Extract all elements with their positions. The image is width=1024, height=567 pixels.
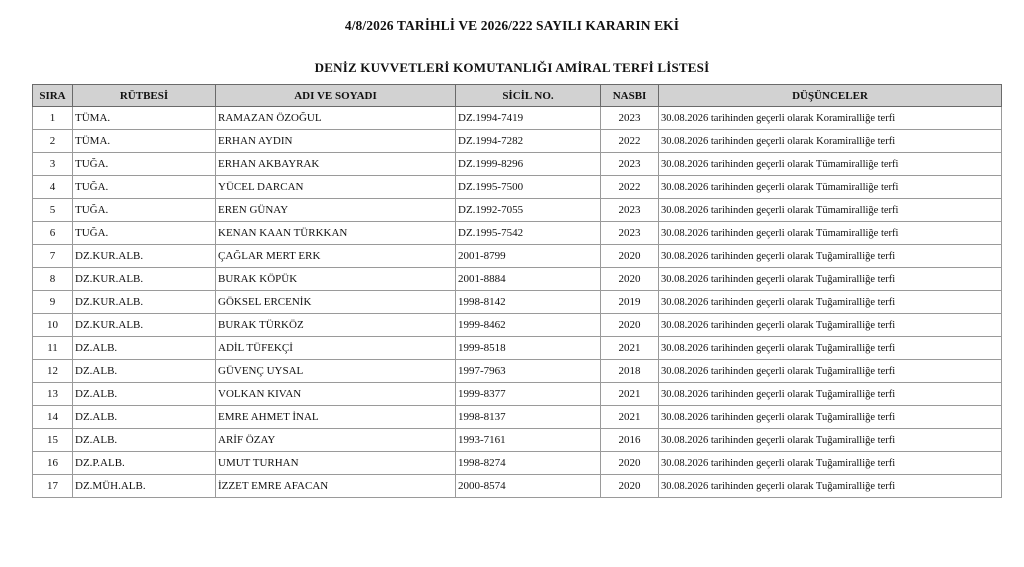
cell-dusunce: 30.08.2026 tarihinden geçerli olarak Tuğamiralliğe terfi [659, 406, 1002, 429]
decree-title: 4/8/2026 TARİHLİ VE 2026/222 SAYILI KARARIN EKİ [344, 18, 680, 33]
cell-rutbe: DZ.MÜH.ALB. [73, 475, 216, 498]
cell-rutbe: DZ.KUR.ALB. [73, 245, 216, 268]
cell-sira: 5 [33, 199, 73, 222]
cell-sira: 14 [33, 406, 73, 429]
cell-nasb: 2020 [601, 314, 659, 337]
cell-rutbe: DZ.KUR.ALB. [73, 291, 216, 314]
table-row [33, 222, 1002, 245]
cell-dusunce: 30.08.2026 tarihinden geçerli olarak Tümamiralliğe terfi [659, 222, 1002, 245]
cell-sicil-no: 1999-8462 [456, 314, 601, 337]
cell-rutbe: DZ.ALB. [73, 360, 216, 383]
table-row [33, 291, 1002, 314]
cell-rutbe: TÜMA. [73, 107, 216, 130]
promotion-table [32, 84, 1002, 498]
table-row [33, 107, 1002, 130]
cell-rutbe: DZ.KUR.ALB. [73, 268, 216, 291]
cell-nasb: 2022 [601, 176, 659, 199]
cell-rutbe: DZ.ALB. [73, 406, 216, 429]
cell-sicil-no: 1999-8518 [456, 337, 601, 360]
cell-ad-soyad: BURAK KÖPÜK [216, 268, 456, 291]
cell-dusunce: 30.08.2026 tarihinden geçerli olarak Tuğamiralliğe terfi [659, 245, 1002, 268]
cell-sira: 16 [33, 452, 73, 475]
cell-sira: 11 [33, 337, 73, 360]
cell-ad-soyad: GÜVENÇ UYSAL [216, 360, 456, 383]
cell-rutbe: DZ.P.ALB. [73, 452, 216, 475]
cell-sira: 1 [33, 107, 73, 130]
cell-dusunce: 30.08.2026 tarihinden geçerli olarak Koramiralliğe terfi [659, 130, 1002, 153]
cell-sira: 7 [33, 245, 73, 268]
cell-sira: 10 [33, 314, 73, 337]
cell-dusunce: 30.08.2026 tarihinden geçerli olarak Koramiralliğe terfi [659, 107, 1002, 130]
cell-nasb: 2023 [601, 199, 659, 222]
cell-sira: 9 [33, 291, 73, 314]
cell-sira: 17 [33, 475, 73, 498]
list-title: DENİZ KUVVETLERİ KOMUTANLIĞI AMİRAL TERFİ LİSTESİ [314, 60, 710, 75]
cell-ad-soyad: YÜCEL DARCAN [216, 176, 456, 199]
table-row [33, 153, 1002, 176]
column-header-rutbe: RÜTBESİ [73, 85, 216, 107]
cell-dusunce: 30.08.2026 tarihinden geçerli olarak Tuğamiralliğe terfi [659, 475, 1002, 498]
table-row [33, 199, 1002, 222]
cell-nasb: 2022 [601, 130, 659, 153]
cell-ad-soyad: VOLKAN KIVAN [216, 383, 456, 406]
column-header-sira: SIRA [33, 85, 73, 107]
cell-sicil-no: DZ.1995-7500 [456, 176, 601, 199]
cell-rutbe: TUĞA. [73, 222, 216, 245]
cell-sira: 13 [33, 383, 73, 406]
cell-sicil-no: 1998-8274 [456, 452, 601, 475]
table-row [33, 245, 1002, 268]
table-row [33, 337, 1002, 360]
table-body [33, 107, 1002, 498]
cell-rutbe: DZ.ALB. [73, 429, 216, 452]
table-row [33, 314, 1002, 337]
cell-ad-soyad: ÇAĞLAR MERT ERK [216, 245, 456, 268]
cell-nasb: 2016 [601, 429, 659, 452]
table-row [33, 452, 1002, 475]
cell-rutbe: DZ.ALB. [73, 383, 216, 406]
cell-rutbe: DZ.ALB. [73, 337, 216, 360]
cell-ad-soyad: ADİL TÜFEKÇİ [216, 337, 456, 360]
cell-sicil-no: DZ.1995-7542 [456, 222, 601, 245]
cell-nasb: 2019 [601, 291, 659, 314]
cell-ad-soyad: KENAN KAAN TÜRKKAN [216, 222, 456, 245]
table-header [33, 85, 1002, 107]
cell-rutbe: TUĞA. [73, 199, 216, 222]
cell-ad-soyad: ARİF ÖZAY [216, 429, 456, 452]
table-row [33, 176, 1002, 199]
cell-dusunce: 30.08.2026 tarihinden geçerli olarak Tuğamiralliğe terfi [659, 429, 1002, 452]
table-row [33, 268, 1002, 291]
cell-nasb: 2020 [601, 268, 659, 291]
cell-sicil-no: 1993-7161 [456, 429, 601, 452]
cell-ad-soyad: EMRE AHMET İNAL [216, 406, 456, 429]
cell-sicil-no: DZ.1994-7282 [456, 130, 601, 153]
cell-dusunce: 30.08.2026 tarihinden geçerli olarak Tuğamiralliğe terfi [659, 268, 1002, 291]
cell-dusunce: 30.08.2026 tarihinden geçerli olarak Tuğamiralliğe terfi [659, 291, 1002, 314]
cell-sicil-no: 1997-7963 [456, 360, 601, 383]
cell-dusunce: 30.08.2026 tarihinden geçerli olarak Tuğamiralliğe terfi [659, 337, 1002, 360]
cell-nasb: 2018 [601, 360, 659, 383]
column-header-ad-soyad: ADI VE SOYADI [216, 85, 456, 107]
column-header-dusunceler: DÜŞÜNCELER [659, 85, 1002, 107]
column-header-nasb: NASBI [601, 85, 659, 107]
cell-sicil-no: DZ.1992-7055 [456, 199, 601, 222]
cell-sira: 12 [33, 360, 73, 383]
cell-rutbe: DZ.KUR.ALB. [73, 314, 216, 337]
table-row [33, 429, 1002, 452]
cell-sicil-no: 2001-8884 [456, 268, 601, 291]
cell-ad-soyad: ERHAN AYDIN [216, 130, 456, 153]
cell-ad-soyad: ERHAN AKBAYRAK [216, 153, 456, 176]
table-row [33, 475, 1002, 498]
cell-sira: 15 [33, 429, 73, 452]
table-row [33, 406, 1002, 429]
cell-sira: 2 [33, 130, 73, 153]
cell-sicil-no: 1999-8377 [456, 383, 601, 406]
cell-sira: 3 [33, 153, 73, 176]
cell-ad-soyad: GÖKSEL ERCENİK [216, 291, 456, 314]
cell-nasb: 2023 [601, 222, 659, 245]
cell-rutbe: TUĞA. [73, 176, 216, 199]
table-row [33, 130, 1002, 153]
cell-dusunce: 30.08.2026 tarihinden geçerli olarak Tuğamiralliğe terfi [659, 383, 1002, 406]
cell-sicil-no: 2000-8574 [456, 475, 601, 498]
column-header-sicil: SİCİL NO. [456, 85, 601, 107]
cell-ad-soyad: İZZET EMRE AFACAN [216, 475, 456, 498]
cell-dusunce: 30.08.2026 tarihinden geçerli olarak Tuğamiralliğe terfi [659, 452, 1002, 475]
cell-dusunce: 30.08.2026 tarihinden geçerli olarak Tümamiralliğe terfi [659, 153, 1002, 176]
cell-nasb: 2023 [601, 153, 659, 176]
cell-nasb: 2021 [601, 337, 659, 360]
cell-rutbe: TÜMA. [73, 130, 216, 153]
cell-dusunce: 30.08.2026 tarihinden geçerli olarak Tuğamiralliğe terfi [659, 360, 1002, 383]
cell-ad-soyad: BURAK TÜRKÖZ [216, 314, 456, 337]
cell-sira: 6 [33, 222, 73, 245]
cell-ad-soyad: UMUT TURHAN [216, 452, 456, 475]
cell-nasb: 2021 [601, 406, 659, 429]
cell-rutbe: TUĞA. [73, 153, 216, 176]
cell-sicil-no: 1998-8137 [456, 406, 601, 429]
cell-nasb: 2020 [601, 475, 659, 498]
cell-ad-soyad: RAMAZAN ÖZOĞUL [216, 107, 456, 130]
table-row [33, 360, 1002, 383]
cell-nasb: 2020 [601, 245, 659, 268]
cell-dusunce: 30.08.2026 tarihinden geçerli olarak Tümamiralliğe terfi [659, 176, 1002, 199]
cell-sicil-no: DZ.1994-7419 [456, 107, 601, 130]
cell-nasb: 2020 [601, 452, 659, 475]
cell-dusunce: 30.08.2026 tarihinden geçerli olarak Tuğamiralliğe terfi [659, 314, 1002, 337]
cell-sicil-no: 1998-8142 [456, 291, 601, 314]
header-row [33, 85, 1002, 107]
cell-sicil-no: 2001-8799 [456, 245, 601, 268]
cell-nasb: 2021 [601, 383, 659, 406]
cell-dusunce: 30.08.2026 tarihinden geçerli olarak Tümamiralliğe terfi [659, 199, 1002, 222]
cell-sira: 8 [33, 268, 73, 291]
cell-sicil-no: DZ.1999-8296 [456, 153, 601, 176]
cell-sira: 4 [33, 176, 73, 199]
cell-nasb: 2023 [601, 107, 659, 130]
cell-ad-soyad: EREN GÜNAY [216, 199, 456, 222]
table-row [33, 383, 1002, 406]
